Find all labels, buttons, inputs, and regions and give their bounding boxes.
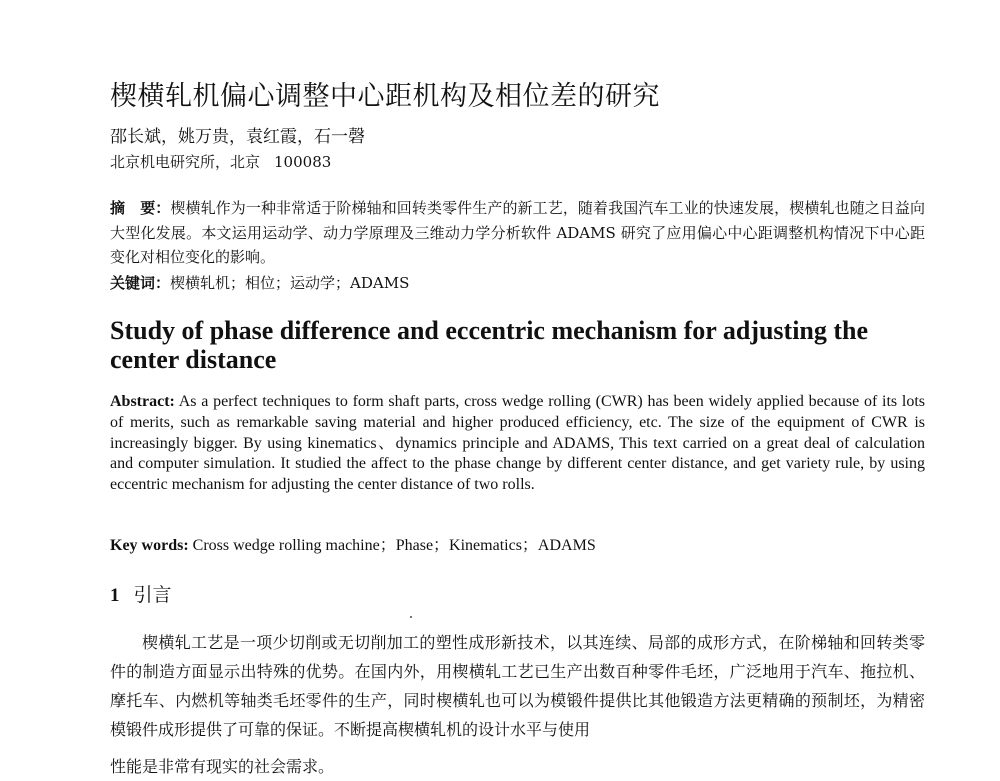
author-list: 邵长斌，姚万贵，袁红霞，石一磬 [110, 127, 365, 147]
english-abstract-label: Abstract: [110, 393, 175, 410]
chinese-keywords [110, 272, 409, 293]
chinese-abstract-text: 楔横轧作为一种非常适于阶梯轴和回转类零件生产的新工艺，随着我国汽车工业的快速发展，楔横轧也随之日益向大型化发展。本文运用运动学、动力学原理及三维动力学分析软件 ADAMS 研究了应用偏心中心距调整机构情况下中心距变化对相位变化的影响。 [110, 199, 925, 266]
paper-page [110, 0, 925, 776]
english-keywords-text: Cross wedge rolling machine；Phase；Kinematics；ADAMS [188, 537, 596, 554]
affiliation [110, 151, 331, 172]
postal-code: 100083 [274, 153, 332, 171]
chinese-keywords-label: 关键词： [110, 274, 171, 292]
body-paragraph: 楔横轧工艺是一项少切削或无切削加工的塑性成形新技术，以其连续、局部的成形方式，在阶梯轴和回转类零件的制造方面显示出特殊的优势。在国内外，用楔横轧工艺已生产出数百种零件毛坯，广泛地用于汽车、拖拉机、摩托车、内燃机等轴类毛坯零件的生产，同时楔横轧也可以为模锻件提供比其他锻造方法更精确的预制坯，为精密模锻件成形提供了可靠的保证。不断提高楔横轧机的设计水平与使用 [110, 633, 925, 739]
english-abstract [110, 392, 925, 496]
chinese-keywords-text: 楔横轧机；相位；运动学；ADAMS [170, 274, 410, 292]
affiliation-name: 北京机电研究所，北京 [110, 153, 261, 171]
section-heading [110, 580, 172, 607]
english-keywords [110, 532, 596, 555]
scan-speck [410, 616, 412, 618]
english-keywords-label: Key words: [110, 537, 189, 554]
section-number: 1 [110, 585, 120, 606]
section-title: 引言 [133, 584, 172, 606]
chinese-title: 楔横轧机偏心调整中心距机构及相位差的研究 [110, 81, 660, 112]
chinese-abstract [110, 196, 925, 270]
english-title: Study of phase difference and eccentric mechanism for adjusting the center distance [110, 316, 869, 374]
english-abstract-text: As a perfect techniques to form shaft parts, cross wedge rolling (CWR) has been widely applied because of its lots of merits, such as remarkable saving material and higher produced efficiency, etc. The size of the equipment of CWR is increasingly bigger. By using kinematics、dynamics principle and ADAMS, This text carried on a great deal of calculation and computer simulation. It studied the affect to the phase change by different center distance, and get variety rule, by using eccentric mechanism for adjusting the center distance of two rolls. [110, 393, 925, 494]
chinese-abstract-label: 摘 要： [110, 199, 171, 217]
body-cutoff-line: 性能是非常有现实的社会需求。 [110, 757, 335, 776]
